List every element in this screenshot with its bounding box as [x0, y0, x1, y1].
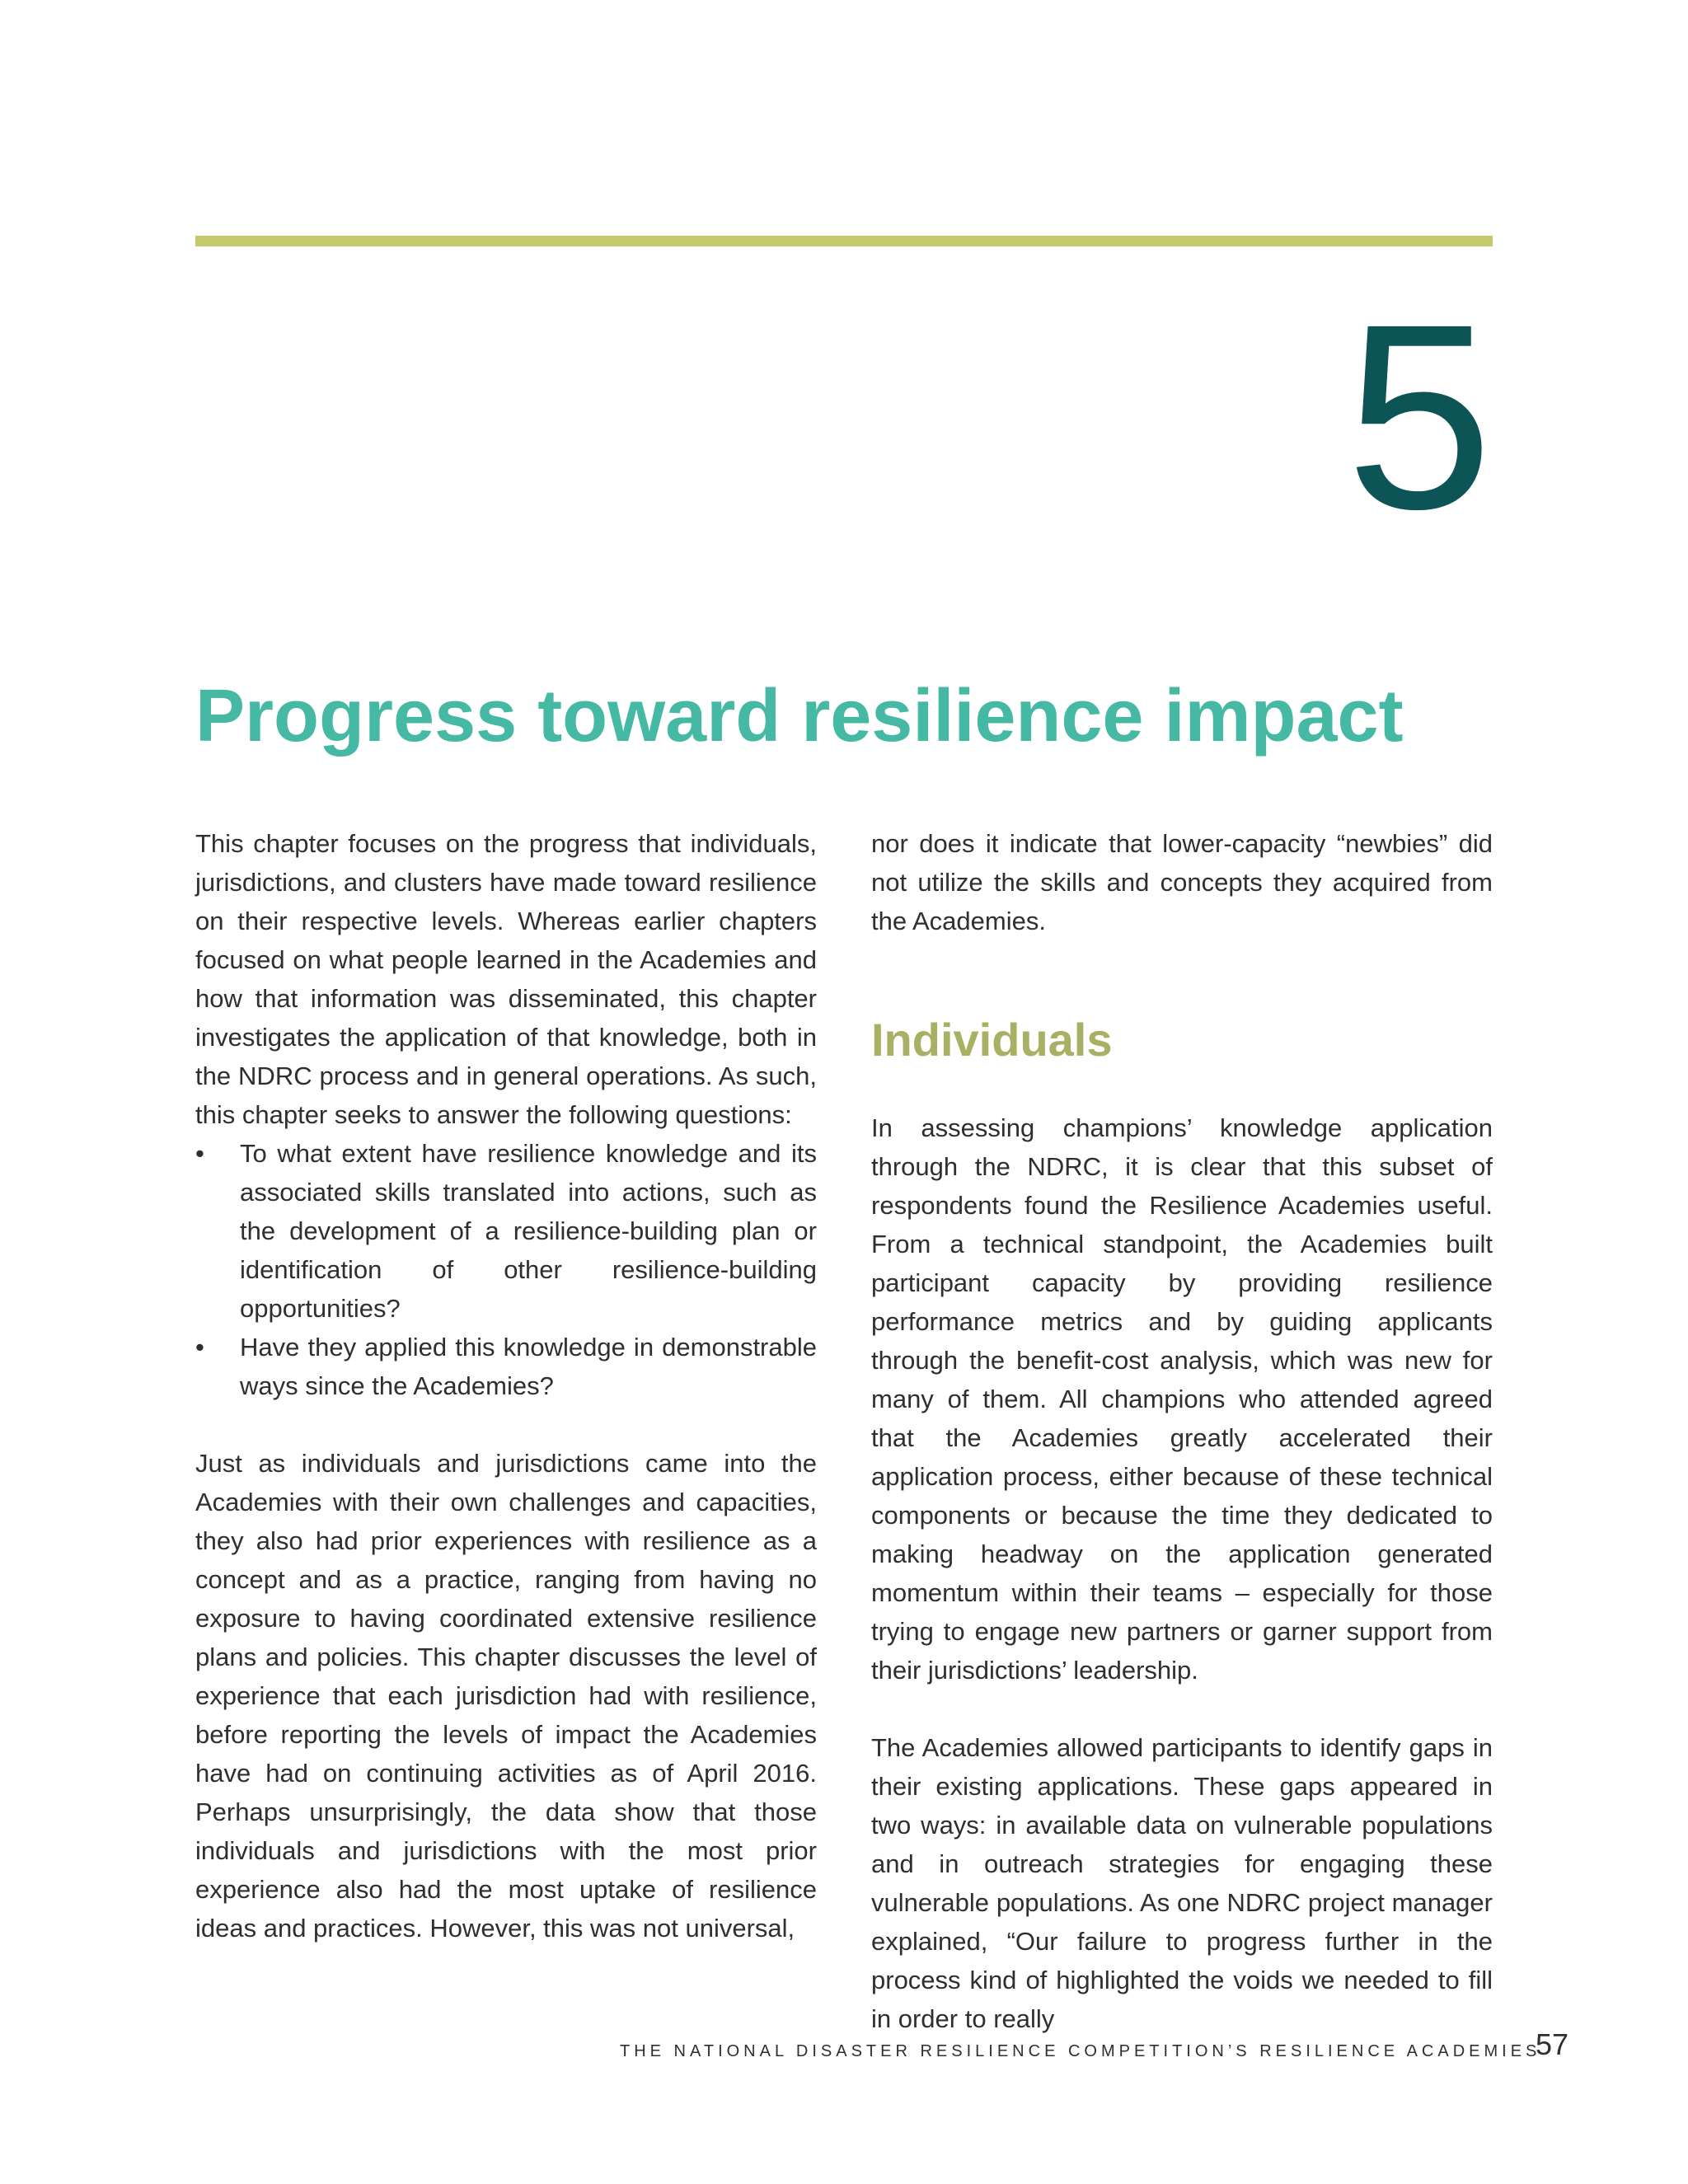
- intro-paragraph: This chapter focuses on the progress that individuals, jurisdictions, and clusters have made toward resilience on their respective levels. Whereas earlier chapters focused on what people learned in the Academies and how that information was disseminated, this chapter investigates the application of that knowledge, both in the NDRC process and in general operations. As such, this chapter seeks to answer the following questions:: [195, 829, 817, 1129]
- question-item: [195, 1328, 817, 1405]
- chapter-number: 5: [1346, 269, 1493, 564]
- chapter-title: Progress toward resilience impact: [195, 675, 1404, 757]
- running-footer-title: THE NATIONAL DISASTER RESILIENCE COMPETITION’S RESILIENCE ACADEMIES: [620, 2042, 1541, 2060]
- right-column: [871, 824, 1493, 2038]
- body-paragraph: The Academies allowed participants to identify gaps in their existing applications. These gaps appeared in two ways: in available data on vulnerable populations and in outreach strategies for engaging these vulnerable populations. As one NDRC project manager explained, “Our failure to progress further in the process kind of highlighted the voids we needed to fill in order to really: [871, 1733, 1493, 2033]
- bullet-icon: •: [195, 1333, 204, 1361]
- question-item: [195, 1134, 817, 1328]
- chapter-accent-rule: [195, 236, 1493, 246]
- body-paragraph: Just as individuals and jurisdictions came into the Academies with their own challenges and capacities, they also had prior experiences with resilience as a concept and as a practice, ranging from having no exposure to having coordinated extensive resilience plans and policies. This chapter discusses the level of experience that each jurisdiction had with resilience, before reporting the levels of impact the Academies have had on continuing activities as of April 2016. Perhaps unsurprisingly, the data show that those individuals and jurisdictions with the most prior experience also had the most uptake of resilience ideas and practices. However, this was not universal,: [195, 1449, 817, 1943]
- question-text: Have they applied this knowledge in demonstrable ways since the Academies?: [240, 1333, 817, 1400]
- page-number: 57: [1535, 2027, 1568, 2061]
- left-column: [195, 824, 817, 1947]
- question-list: [195, 1134, 817, 1405]
- question-text: To what extent have resilience knowledge and its associated skills translated into actions, such as the development of a resilience-building plan or identification of other resilience-building opportunities?: [240, 1139, 817, 1323]
- bullet-icon: •: [195, 1139, 204, 1168]
- body-paragraph: In assessing champions’ knowledge application through the NDRC, it is clear that this subset of respondents found the Resilience Academies useful. From a technical standpoint, the Academies built participant capacity by providing resilience performance metrics and by guiding applicants through the benefit-cost analysis, which was new for many of them. All champions who attended agreed that the Academies greatly accelerated their application process, either because of these technical components or because the time they dedicated to making headway on the application generated momentum within their teams – especially for those trying to engage new partners or garner support from their jurisdictions’ leadership.: [871, 1113, 1493, 1685]
- section-heading-individuals: Individuals: [871, 1014, 1113, 1066]
- continuation-paragraph: nor does it indicate that lower-capacity “newbies” did not utilize the skills and concepts they acquired from the Academies.: [871, 829, 1493, 935]
